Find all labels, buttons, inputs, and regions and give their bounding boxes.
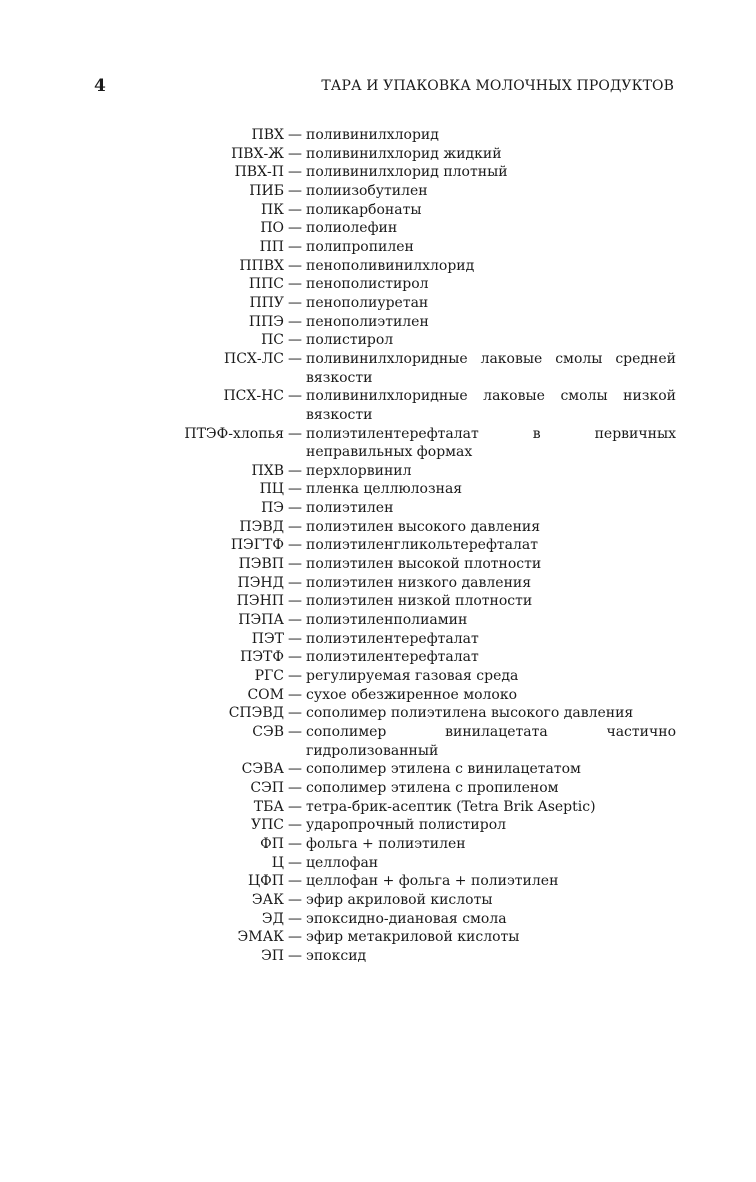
em-dash-separator: — bbox=[288, 518, 302, 535]
em-dash-separator: — bbox=[288, 276, 302, 293]
abbreviation-entry bbox=[60, 611, 676, 630]
abbreviation-definition: сополимер этилена с винилацетатом bbox=[306, 761, 581, 778]
abbreviation-definition: поливинилхлорид bbox=[306, 127, 439, 143]
abbreviation-definition: сополимер винилацетата частично гидролизованный bbox=[306, 724, 676, 759]
abbreviation-entry bbox=[60, 313, 676, 332]
em-dash-separator: — bbox=[288, 556, 302, 573]
em-dash-separator: — bbox=[288, 182, 302, 199]
abbreviation-definition: полиэтилентерефталат bbox=[306, 649, 479, 666]
abbreviation-definition: полипропилен bbox=[306, 238, 414, 255]
page-number: 4 bbox=[94, 76, 106, 96]
abbreviation-definition: фольга + полиэтилен bbox=[306, 835, 466, 852]
em-dash-separator: — bbox=[288, 761, 302, 778]
abbreviation-term: ПЭТФ bbox=[240, 649, 284, 666]
abbreviation-entry bbox=[60, 518, 676, 537]
abbreviation-term: ПВХ-П bbox=[234, 164, 284, 181]
em-dash-separator: — bbox=[288, 910, 302, 927]
abbreviation-term: ПВХ-Ж bbox=[231, 145, 284, 162]
abbreviation-definition: перхлорвинил bbox=[306, 462, 412, 479]
abbreviation-term: ПЭНП bbox=[236, 593, 284, 610]
abbreviation-entry bbox=[60, 798, 676, 817]
abbreviation-entry bbox=[60, 219, 676, 238]
abbreviation-term: ПХВ bbox=[251, 462, 284, 479]
abbreviation-term: СЭВА bbox=[241, 761, 284, 778]
em-dash-separator: — bbox=[288, 481, 302, 498]
abbreviation-entry bbox=[60, 947, 676, 966]
em-dash-separator: — bbox=[288, 201, 302, 218]
em-dash-separator: — bbox=[288, 668, 302, 685]
abbreviation-term: УПС bbox=[250, 817, 284, 834]
em-dash-separator: — bbox=[288, 724, 302, 740]
em-dash-separator: — bbox=[288, 891, 302, 908]
abbreviation-entry bbox=[60, 182, 676, 201]
abbreviation-entry bbox=[60, 201, 676, 220]
abbreviation-term: ПЭВП bbox=[238, 556, 284, 573]
abbreviation-term: ПЭТ bbox=[251, 630, 284, 647]
abbreviation-entry bbox=[60, 350, 676, 387]
abbreviation-entry bbox=[60, 555, 676, 574]
em-dash-separator: — bbox=[288, 574, 302, 591]
abbreviation-term: ПЭНД bbox=[237, 574, 284, 591]
abbreviation-entry bbox=[60, 294, 676, 313]
abbreviation-entry bbox=[60, 126, 676, 145]
abbreviation-definition: сухое обезжиренное молоко bbox=[306, 686, 518, 703]
abbreviation-term: ЭМАК bbox=[237, 929, 284, 946]
em-dash-separator: — bbox=[288, 350, 302, 367]
abbreviation-definition: пенополиэтилен bbox=[306, 313, 429, 330]
abbreviation-list bbox=[60, 126, 676, 966]
abbreviation-definition: пленка целлюлозная bbox=[306, 481, 463, 498]
em-dash-separator: — bbox=[288, 500, 302, 517]
abbreviation-definition: целлофан bbox=[306, 854, 379, 871]
em-dash-separator: — bbox=[288, 630, 302, 647]
abbreviation-term: ПСХ-ЛС bbox=[223, 350, 284, 367]
abbreviation-term: ППУ bbox=[249, 294, 284, 311]
em-dash-separator: — bbox=[288, 238, 302, 255]
abbreviation-term: Ц bbox=[271, 854, 284, 871]
abbreviation-entry bbox=[60, 928, 676, 947]
em-dash-separator: — bbox=[288, 593, 302, 610]
abbreviation-entry bbox=[60, 257, 676, 276]
abbreviation-term: ПП bbox=[259, 238, 284, 255]
abbreviation-term: СОМ bbox=[247, 686, 284, 703]
abbreviation-term: ППВХ bbox=[239, 257, 284, 274]
em-dash-separator: — bbox=[288, 313, 302, 330]
abbreviation-definition: пенополивинилхлорид bbox=[306, 257, 475, 274]
abbreviation-term: ПС bbox=[261, 332, 284, 349]
em-dash-separator: — bbox=[288, 332, 302, 349]
em-dash-separator: — bbox=[288, 127, 302, 143]
abbreviation-term: ЭП bbox=[261, 947, 284, 964]
em-dash-separator: — bbox=[288, 929, 302, 946]
abbreviation-definition: поликарбонаты bbox=[306, 201, 422, 218]
em-dash-separator: — bbox=[288, 294, 302, 311]
abbreviation-term: ФП bbox=[260, 835, 284, 852]
abbreviation-definition: тетра-брик-асептик (Tetra Brik Aseptic) bbox=[306, 798, 596, 815]
abbreviation-entry bbox=[60, 425, 676, 462]
em-dash-separator: — bbox=[288, 947, 302, 964]
abbreviation-term: ПО bbox=[260, 220, 284, 237]
abbreviation-entry bbox=[60, 872, 676, 891]
em-dash-separator: — bbox=[288, 462, 302, 479]
abbreviation-term: ПЭ bbox=[261, 500, 284, 517]
abbreviation-entry bbox=[60, 574, 676, 593]
abbreviation-entry bbox=[60, 816, 676, 835]
abbreviation-definition: эфир акриловой кислоты bbox=[306, 891, 493, 908]
abbreviation-entry bbox=[60, 760, 676, 779]
abbreviation-term: ППЭ bbox=[248, 313, 284, 330]
abbreviation-term: ПСХ-НС bbox=[223, 388, 284, 405]
em-dash-separator: — bbox=[288, 817, 302, 834]
abbreviation-term: ЦФП bbox=[247, 873, 284, 890]
abbreviation-definition: полиэтилен низкой плотности bbox=[306, 593, 533, 610]
abbreviation-definition: полиэтиленполиамин bbox=[306, 612, 468, 629]
abbreviation-definition: пенополиуретан bbox=[306, 294, 429, 311]
abbreviation-entry bbox=[60, 723, 676, 760]
em-dash-separator: — bbox=[288, 612, 302, 629]
abbreviation-definition: полиэтилентерефталат bbox=[306, 630, 479, 647]
abbreviation-definition: полистирол bbox=[306, 332, 394, 349]
abbreviation-term: ЭАК bbox=[251, 891, 284, 908]
abbreviation-definition: поливинилхлоридные лаковые смолы низкой вязкости bbox=[306, 388, 676, 423]
abbreviation-term: СПЭВД bbox=[228, 705, 284, 722]
abbreviation-definition: полиэтилен высокой плотности bbox=[306, 556, 542, 573]
abbreviation-entry bbox=[60, 854, 676, 873]
abbreviation-entry bbox=[60, 238, 676, 257]
abbreviation-definition: сополимер полиэтилена высокого давления bbox=[306, 705, 634, 722]
abbreviation-entry bbox=[60, 480, 676, 499]
abbreviation-entry bbox=[60, 536, 676, 555]
abbreviation-entry bbox=[60, 630, 676, 649]
abbreviation-definition: полиолефин bbox=[306, 220, 398, 237]
abbreviation-term: ПТЭФ-хлопья bbox=[184, 425, 284, 442]
abbreviation-definition: полиэтилен высокого давления bbox=[306, 518, 541, 535]
abbreviation-entry bbox=[60, 145, 676, 164]
abbreviation-entry bbox=[60, 331, 676, 350]
abbreviation-term: СЭП bbox=[250, 779, 284, 796]
abbreviation-definition: полиэтилен bbox=[306, 500, 394, 517]
abbreviation-definition: сополимер этилена с пропиленом bbox=[306, 779, 559, 796]
abbreviation-term: ППС bbox=[248, 276, 284, 293]
abbreviation-definition: поливинилхлорид жидкий bbox=[306, 145, 502, 162]
abbreviation-term: ЭД bbox=[261, 910, 284, 927]
abbreviation-definition: поливинилхлорид плотный bbox=[306, 164, 508, 181]
abbreviation-definition: эпоксид bbox=[306, 947, 367, 964]
abbreviation-entry bbox=[60, 779, 676, 798]
em-dash-separator: — bbox=[288, 537, 302, 554]
abbreviation-term: ПЭВД bbox=[239, 518, 284, 535]
abbreviation-entry bbox=[60, 275, 676, 294]
abbreviation-definition: полиэтилентерефталат в первичных неправильных формах bbox=[306, 425, 676, 461]
abbreviation-term: СЭВ bbox=[252, 724, 284, 740]
em-dash-separator: — bbox=[288, 854, 302, 871]
em-dash-separator: — bbox=[288, 649, 302, 666]
abbreviation-entry bbox=[60, 835, 676, 854]
abbreviation-entry bbox=[60, 704, 676, 723]
em-dash-separator: — bbox=[288, 164, 302, 181]
em-dash-separator: — bbox=[288, 873, 302, 890]
em-dash-separator: — bbox=[288, 835, 302, 852]
abbreviation-definition: полиэтилен низкого давления bbox=[306, 574, 532, 591]
em-dash-separator: — bbox=[288, 220, 302, 237]
abbreviation-term: ПВХ bbox=[251, 127, 284, 143]
page-header bbox=[94, 75, 674, 99]
abbreviation-definition: полиэтиленгликольтерефталат bbox=[306, 537, 538, 554]
abbreviation-term: РГС bbox=[254, 668, 284, 685]
abbreviation-entry bbox=[60, 667, 676, 686]
em-dash-separator: — bbox=[288, 705, 302, 722]
abbreviation-entry bbox=[60, 910, 676, 929]
abbreviation-entry bbox=[60, 462, 676, 481]
abbreviation-entry bbox=[60, 686, 676, 705]
abbreviation-definition: полиизобутилен bbox=[306, 182, 428, 199]
em-dash-separator: — bbox=[288, 779, 302, 796]
em-dash-separator: — bbox=[288, 686, 302, 703]
abbreviation-entry bbox=[60, 499, 676, 518]
abbreviation-term: ПЦ bbox=[259, 481, 284, 498]
abbreviation-definition: поливинилхлоридные лаковые смолы средней вязкости bbox=[306, 350, 676, 386]
abbreviation-definition: целлофан + фольга + полиэтилен bbox=[306, 873, 559, 890]
running-title: ТАРА И УПАКОВКА МОЛОЧНЫХ ПРОДУКТОВ bbox=[321, 78, 674, 94]
abbreviation-term: ПЭПА bbox=[238, 612, 284, 629]
abbreviation-definition: пенополистирол bbox=[306, 276, 429, 293]
em-dash-separator: — bbox=[288, 798, 302, 815]
abbreviation-term: ПИБ bbox=[249, 182, 284, 199]
abbreviation-term: ТБА bbox=[253, 798, 284, 815]
abbreviation-definition: эфир метакриловой кислоты bbox=[306, 929, 520, 946]
abbreviation-entry bbox=[60, 648, 676, 667]
abbreviation-term: ПЭГТФ bbox=[230, 537, 284, 554]
abbreviation-entry bbox=[60, 592, 676, 611]
abbreviation-definition: эпоксидно-диановая смола bbox=[306, 910, 507, 927]
em-dash-separator: — bbox=[288, 425, 302, 442]
abbreviation-entry bbox=[60, 891, 676, 910]
em-dash-separator: — bbox=[288, 257, 302, 274]
abbreviation-entry bbox=[60, 387, 676, 424]
abbreviation-term: ПК bbox=[260, 201, 284, 218]
abbreviation-entry bbox=[60, 163, 676, 182]
em-dash-separator: — bbox=[288, 388, 302, 405]
em-dash-separator: — bbox=[288, 145, 302, 162]
abbreviation-definition: регулируемая газовая среда bbox=[306, 668, 519, 685]
abbreviation-definition: ударопрочный полистирол bbox=[306, 817, 507, 834]
